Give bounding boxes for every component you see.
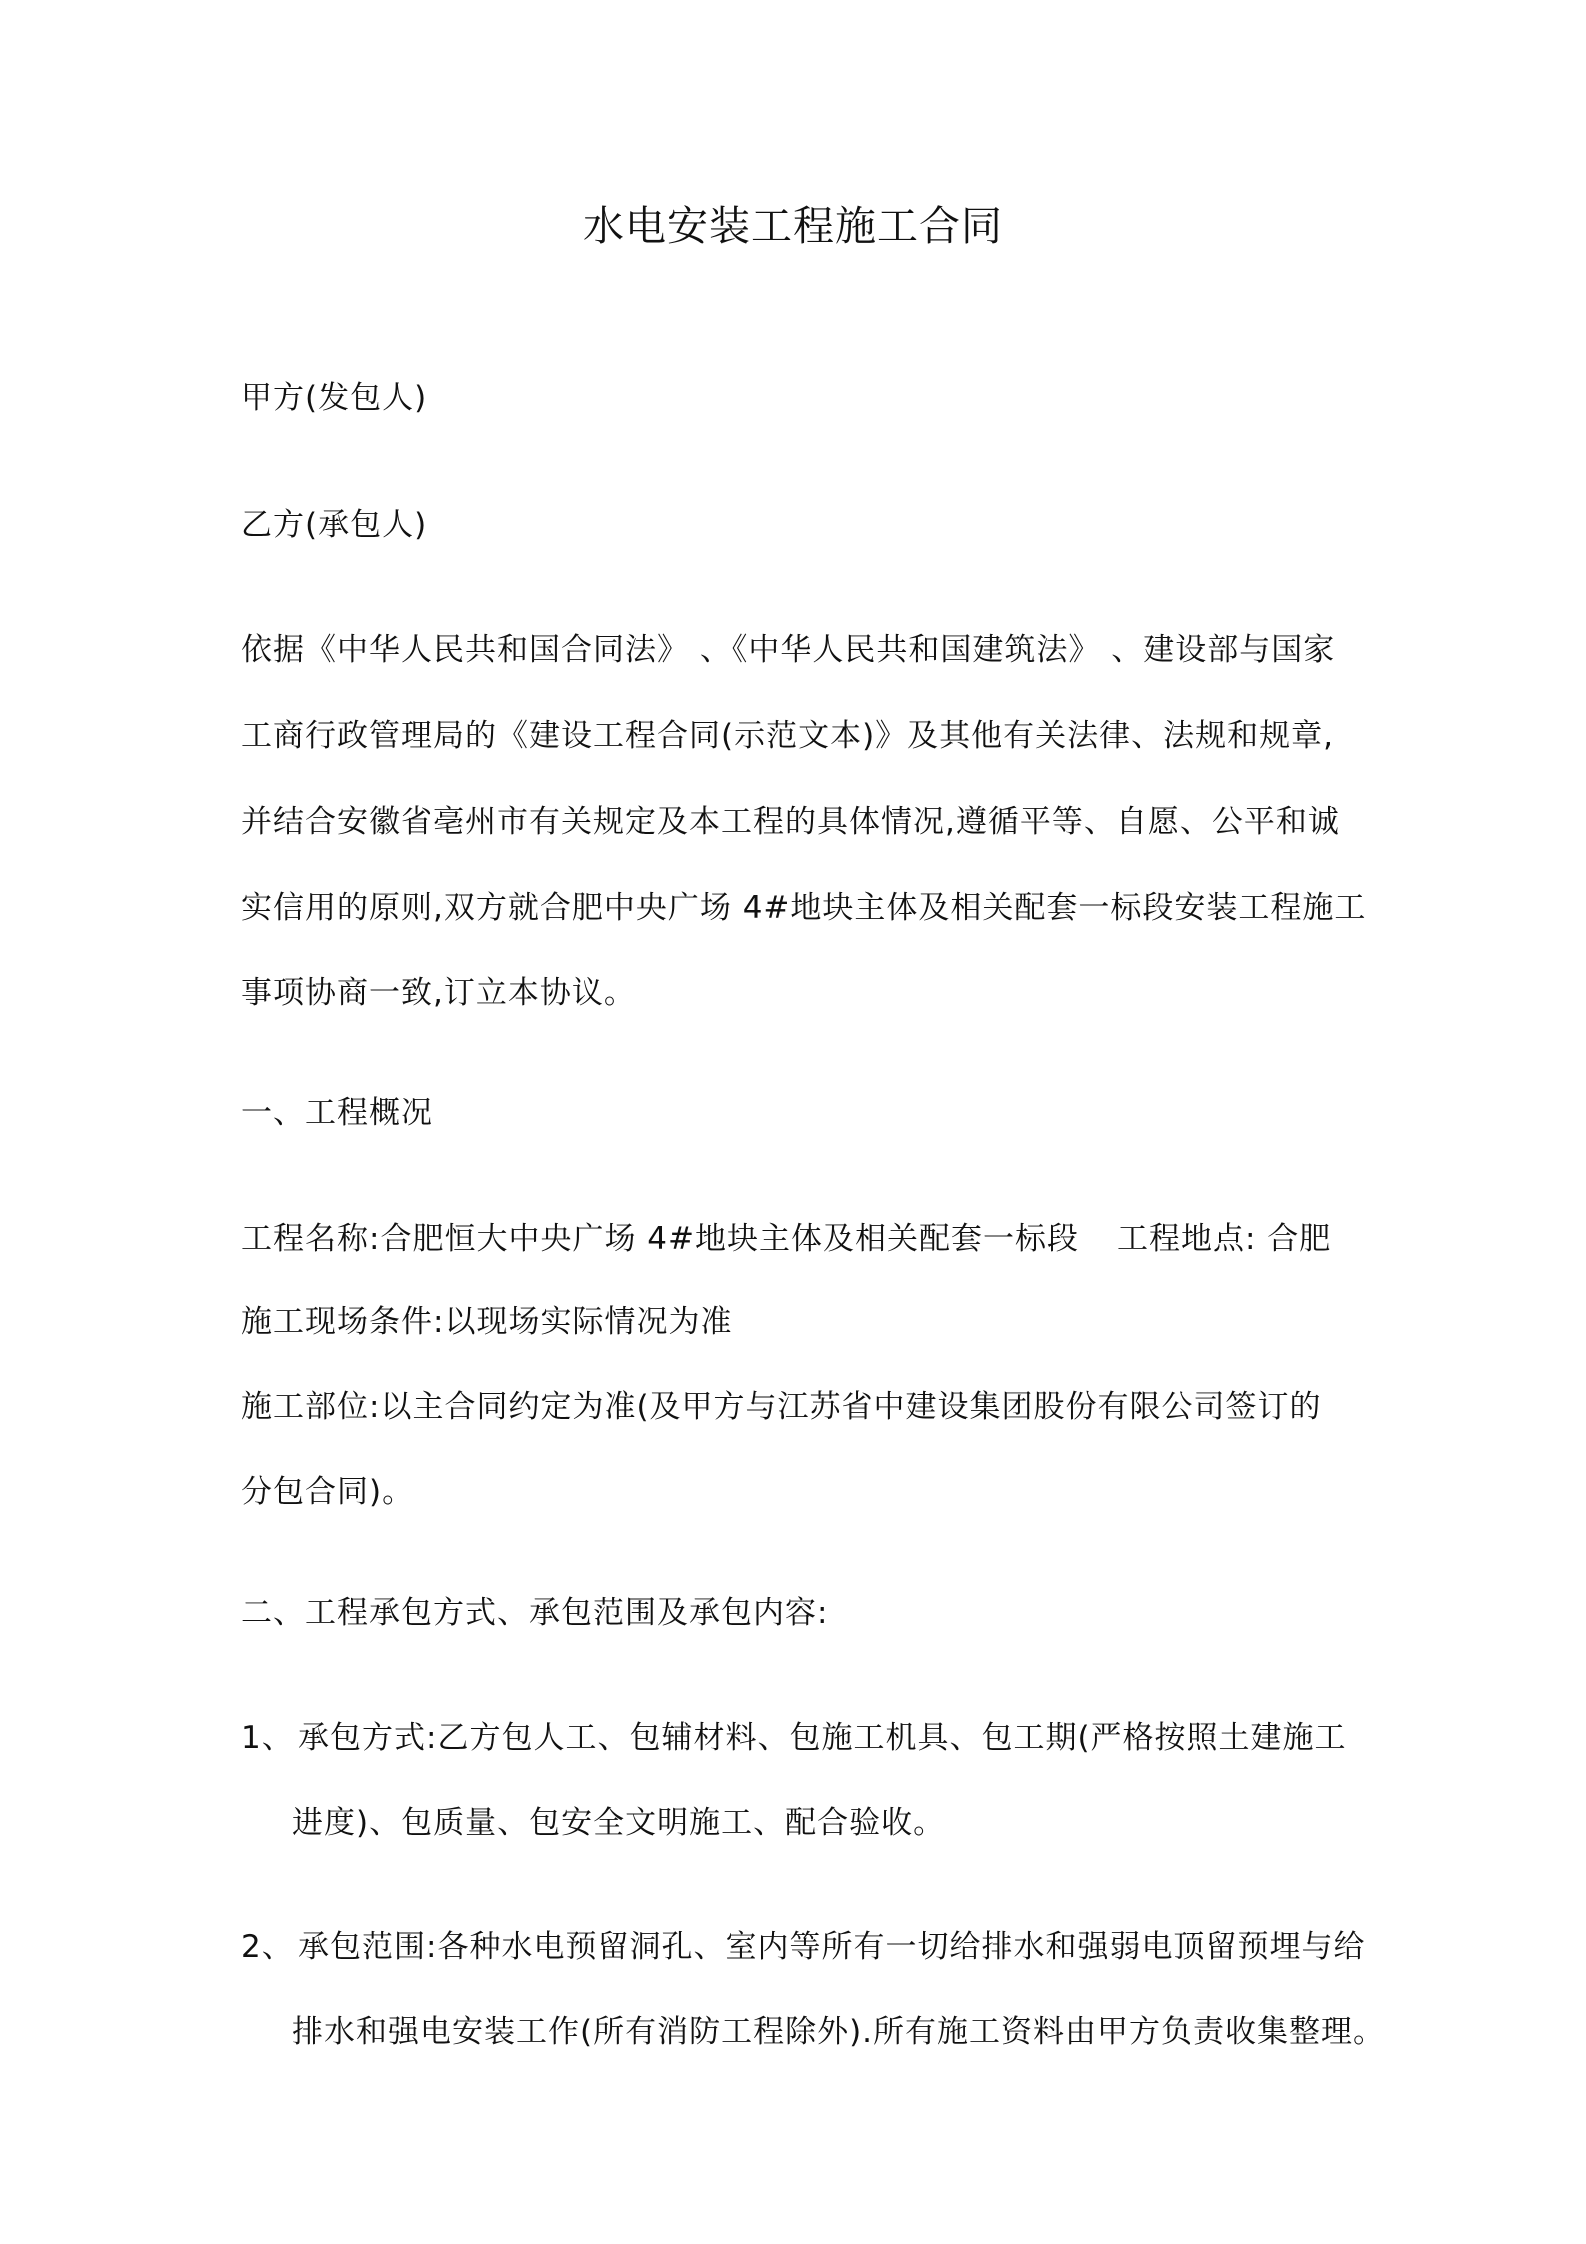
party-a-label: 甲方(发包人) [241,380,428,416]
intro-line-1: 依据《中华人民共和国合同法》 、《中华人民共和国建筑法》 、建设部与国家 [241,632,1336,668]
item-1-line-1 [241,1716,1347,1760]
item-2-line-2: 排水和强电安装工作(所有消防工程除外).所有施工资料由甲方负责收集整理。 [292,2014,1386,2050]
item-1-line-2: 进度)、包质量、包安全文明施工、配合验收。 [292,1805,946,1841]
item-2-number: 2、 [241,1929,294,1965]
project-location: 工程地点: 合肥 [1117,1221,1332,1257]
intro-line-5: 事项协商一致,订立本协议。 [241,975,636,1011]
construction-part-line-2: 分包合同)。 [241,1474,415,1510]
item-1-text: 承包方式:乙方包人工、包辅材料、包施工机具、包工期(严格按照土建施工 [298,1720,1347,1756]
item-1-number: 1、 [241,1720,294,1756]
document-title: 水电安装工程施工合同 [583,202,1003,250]
party-b-label: 乙方(承包人) [241,507,428,543]
project-info-row [241,1217,1331,1261]
intro-line-2: 工商行政管理局的《建设工程合同(示范文本)》及其他有关法律、法规和规章, [241,718,1335,754]
section-1-heading: 一、工程概况 [241,1095,433,1131]
project-name: 工程名称:合肥恒大中央广场 4#地块主体及相关配套一标段 [241,1221,1079,1257]
item-2-line-1 [241,1925,1365,1969]
item-2-text: 承包范围:各种水电预留洞孔、室内等所有一切给排水和强弱电顶留预埋与给 [298,1929,1366,1965]
site-conditions: 施工现场条件:以现场实际情况为准 [241,1304,733,1340]
intro-line-3: 并结合安徽省亳州市有关规定及本工程的具体情况,遵循平等、自愿、公平和诚 [241,804,1340,840]
section-2-heading: 二、工程承包方式、承包范围及承包内容: [241,1595,829,1631]
intro-line-4: 实信用的原则,双方就合肥中央广场 4#地块主体及相关配套一标段安装工程施工 [241,890,1367,926]
construction-part-line-1: 施工部位:以主合同约定为准(及甲方与江苏省中建设集团股份有限公司签订的 [241,1389,1322,1425]
